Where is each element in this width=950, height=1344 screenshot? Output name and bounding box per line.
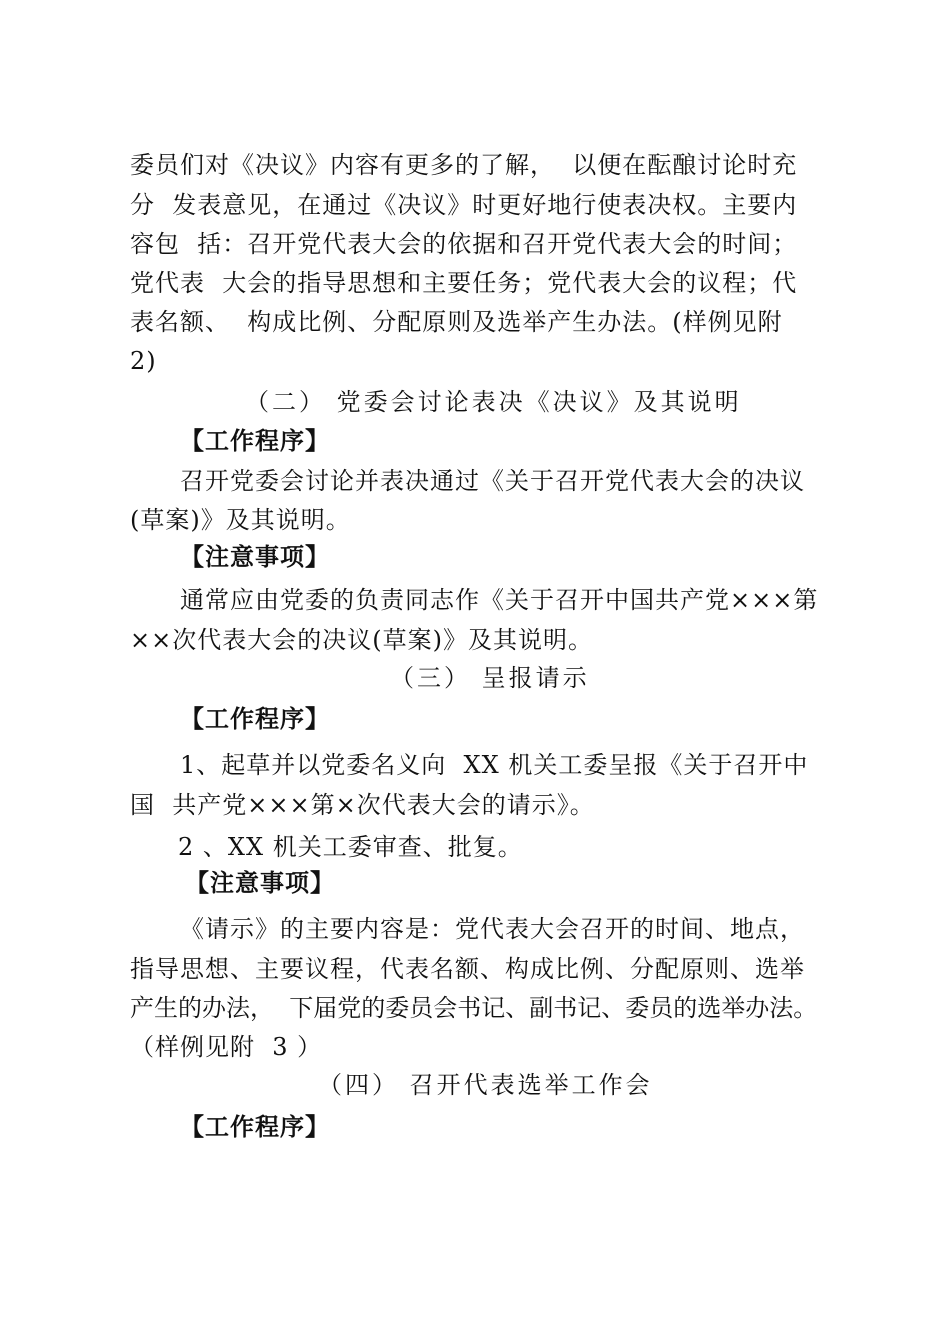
paragraph-line: 2) (130, 347, 157, 375)
work-procedure-title: 【工作程序】 (180, 427, 330, 455)
paragraph-line: 委员们对《决议》内容有更多的了解， 以便在酝酿讨论时充 (130, 151, 798, 179)
section-heading: （四） 召开代表选举工作会 (318, 1071, 653, 1099)
paragraph-line: 指导思想、主要议程，代表名额、构成比例、分配原则、选举 (130, 955, 805, 983)
section-heading: （二） 党委会讨论表决《决议》及其说明 (245, 388, 742, 416)
paragraph-line: （样例见附 3 ） (130, 1033, 323, 1061)
paragraph-line: 国 共产党×××第×次代表大会的请示》。 (130, 791, 595, 819)
paragraph-line: 党代表 大会的指导思想和主要任务；党代表大会的议程；代 (130, 269, 798, 297)
work-procedure-title: 【工作程序】 (180, 705, 330, 733)
list-item: 1、起草并以党委名义向 XX 机关工委呈报《关于召开中 (180, 751, 809, 779)
paragraph-line: 容包 括：召开党代表大会的依据和召开党代表大会的时间； (130, 230, 798, 258)
paragraph-line: (草案)》及其说明。 (130, 506, 351, 534)
paragraph-line: 分 发表意见，在通过《决议》时更好地行使表决权。主要内 (130, 191, 798, 219)
work-procedure-title: 【工作程序】 (180, 1113, 330, 1141)
paragraph-line: 表名额、 构成比例、分配原则及选举产生办法。(样例见附 (130, 308, 783, 336)
paragraph-line: 《请示》的主要内容是：党代表大会召开的时间、地点， (180, 915, 805, 943)
paragraph-line: ××次代表大会的决议(草案)》及其说明。 (130, 626, 593, 654)
paragraph-line: 通常应由党委的负责同志作《关于召开中国共产党×××第 (180, 586, 819, 614)
paragraph-line: 召开党委会讨论并表决通过《关于召开党代表大会的决议 (180, 467, 805, 495)
paragraph-line: 产生的办法， 下届党的委员会书记、副书记、委员的选举办法。 (130, 994, 818, 1022)
notes-title: 【注意事项】 (185, 869, 335, 897)
section-heading: （三） 呈报请示 (390, 664, 590, 692)
notes-title: 【注意事项】 (180, 543, 330, 571)
list-item: 2 、XX 机关工委审查、批复。 (178, 833, 523, 861)
